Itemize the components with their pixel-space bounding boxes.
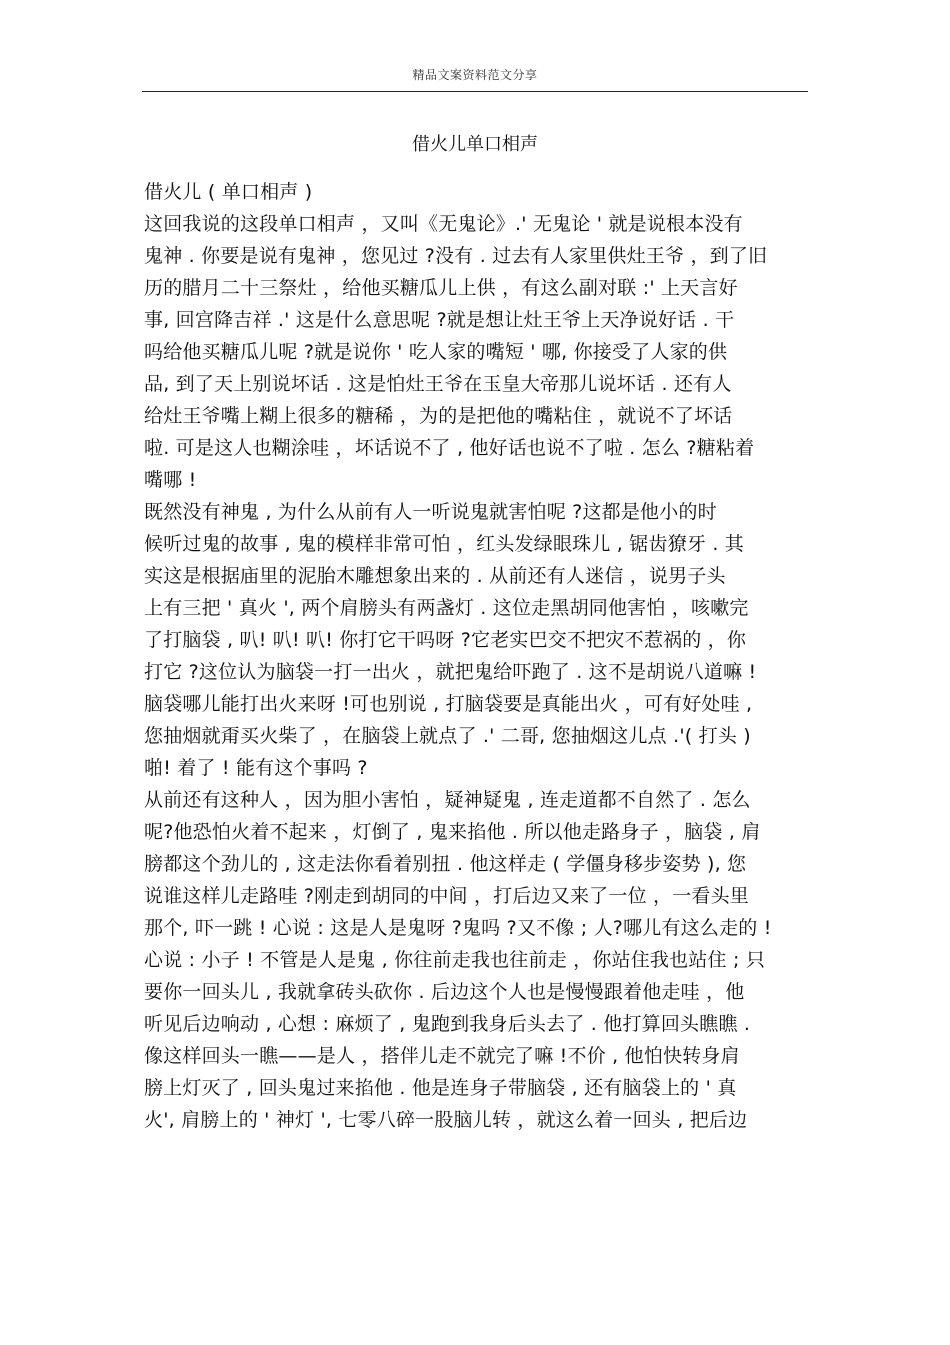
text-line: 啦. 可是这人也糊涂哇 ，坏话说不了 , 他好话也说不了啦 . 怎么 ?糖粘着 bbox=[144, 437, 755, 459]
text-line: 像这样回头一瞧——是人 ，搭伴儿走不就完了嘛 !不价 , 他怕快转身肩 bbox=[144, 1045, 740, 1067]
text-line: 了打脑袋 , 叭! 叭! 叭! 你打它干吗呀 ?它老实巴交不把灾不惹祸的 ，你 bbox=[144, 629, 747, 651]
text-line: 实这是根据庙里的泥胎木雕想象出来的 . 从前还有人迷信 ，说男子头 bbox=[144, 565, 726, 587]
text-line: 那个, 吓一跳 ! 心说 : 这是人是鬼呀 ?鬼吗 ?又不像 ; 人?哪儿有这么走的 ! bbox=[144, 917, 772, 939]
text-line: 打它 ?这位认为脑袋一打一出火 ，就把鬼给吓跑了 . 这不是胡说八道嘛 ! bbox=[144, 661, 757, 683]
text-line: 鬼神 . 你要是说有鬼神 ，您见过 ?没有 . 过去有人家里供灶王爷 ，到了旧 bbox=[144, 245, 768, 267]
text-line: 从前还有这种人 ，因为胆小害怕 ，疑神疑鬼 , 连走道都不自然了 . 怎么 bbox=[144, 789, 751, 811]
page-header: 精品文案资料范文分享 bbox=[412, 68, 538, 82]
text-line: 这回我说的这段单口相声 ，又叫《无鬼论》.' 无鬼论 ' 就是说根本没有 bbox=[144, 213, 743, 235]
text-line: 您抽烟就甭买火柴了 ，在脑袋上就点了 .' 二哥, 您抽烟这儿点 .'( 打头 ) bbox=[144, 725, 751, 747]
text-line: 上有三把 ' 真火 ', 两个肩膀头有两盏灯 . 这位走黑胡同他害怕 ，咳嗽完 bbox=[144, 597, 749, 619]
text-line: 膀上灯灭了 , 回头鬼过来掐他 . 他是连身子带脑袋 , 还有脑袋上的 ' 真 bbox=[144, 1077, 737, 1099]
text-line: 借火儿 ( 单口相声 ) bbox=[144, 181, 313, 203]
header-divider bbox=[142, 91, 808, 92]
text-line: 历的腊月二十三祭灶 ，给他买糖瓜儿上供 ，有这么副对联 :' 上天言好 bbox=[144, 277, 738, 299]
document-title: 借火儿单口相声 bbox=[412, 134, 538, 155]
text-line: 嘴哪 ! bbox=[144, 469, 197, 491]
text-line: 火', 肩膀上的 ' 神灯 ', 七零八碎一股脑儿转 ，就这么着一回头 , 把后边 bbox=[144, 1109, 748, 1131]
text-line: 心说 : 小子 ! 不管是人是鬼 , 你往前走我也往前走 ，你站住我也站住 ; 只 bbox=[144, 949, 766, 971]
text-line: 膀都这个劲儿的 , 这走法你看着别扭 . 他这样走 ( 学僵身移步姿势 ), 您 bbox=[144, 853, 747, 875]
text-line: 既然没有神鬼 , 为什么从前有人一听说鬼就害怕呢 ?这都是他小的时 bbox=[144, 501, 717, 523]
text-line: 候听过鬼的故事 , 鬼的模样非常可怕 ，红头发绿眼珠儿 , 锯齿獠牙 . 其 bbox=[144, 533, 744, 555]
text-line: 说谁这样儿走路哇 ?刚走到胡同的中间 ，打后边又来了一位 ，一看头里 bbox=[144, 885, 750, 907]
text-line: 啪! 着了 ! 能有这个事吗 ? bbox=[144, 757, 368, 779]
text-line: 听见后边响动 , 心想 : 麻烦了 , 鬼跑到我身后头去了 . 他打算回头瞧瞧 . bbox=[144, 1013, 751, 1035]
text-line: 给灶王爷嘴上糊上很多的糖稀 ，为的是把他的嘴粘住 ，就说不了坏话 bbox=[144, 405, 733, 427]
text-line: 事, 回宫降吉祥 .' 这是什么意思呢 ?就是想让灶王爷上天净说好话 . 干 bbox=[144, 309, 735, 331]
text-line: 吗给他买糖瓜儿呢 ?就是说你 ' 吃人家的嘴短 ' 哪, 你接受了人家的供 bbox=[144, 341, 728, 363]
document-body bbox=[144, 176, 812, 1136]
text-line: 呢?他恐怕火着不起来 ，灯倒了 , 鬼来掐他 . 所以他走路身子 ，脑袋 , 肩 bbox=[144, 821, 761, 843]
text-line: 品, 到了天上别说坏话 . 这是怕灶王爷在玉皇大帝那儿说坏话 . 还有人 bbox=[144, 373, 732, 395]
text-line: 脑袋哪儿能打出火来呀 !可也别说 , 打脑袋要是真能出火 ，可有好处哇 , bbox=[144, 693, 753, 715]
text-line: 要你一回头儿 , 我就拿砖头砍你 . 后边这个人也是慢慢跟着他走哇 ，他 bbox=[144, 981, 745, 1003]
